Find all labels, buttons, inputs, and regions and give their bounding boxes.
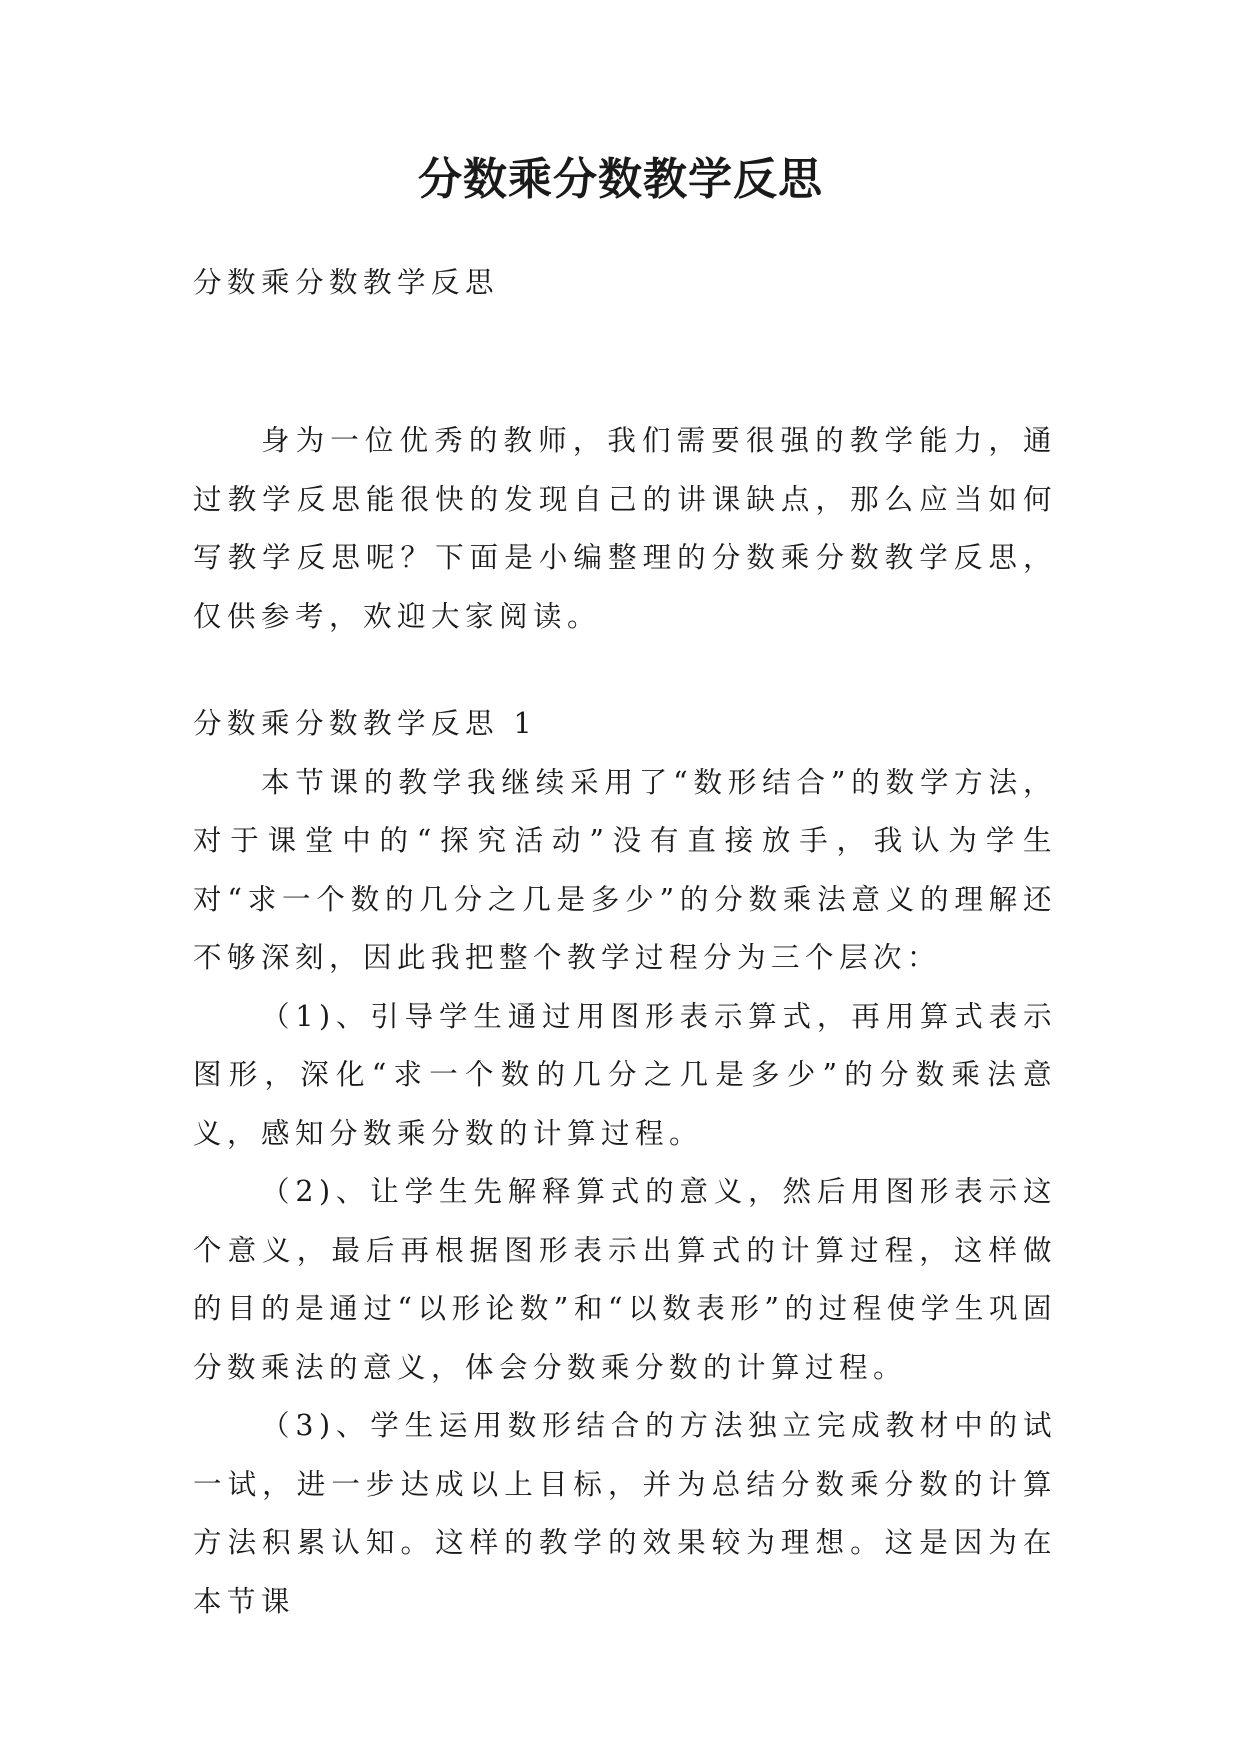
section-heading: 分数乘分数教学反思 1 xyxy=(193,707,538,740)
intro-block xyxy=(193,412,1057,646)
body-paragraph: （1)、引导学生通过用图形表示算式，再用算式表示图形，深化“求一个数的几分之几是多少”的分数乘法意义，感知分数乘分数的计算过程。 xyxy=(193,999,1057,1150)
body-paragraph: （3)、学生运用数形结合的方法独立完成教材中的试一试，进一步达成以上目标，并为总结分数乘分数的计算方法积累认知。这样的教学的效果较为理想。这是因为在本节课 xyxy=(193,1409,1057,1618)
section-1 xyxy=(193,695,1057,1631)
body-paragraph: 本节课的教学我继续采用了“数形结合”的数学方法，对于课堂中的“探究活动”没有直接放手，我认为学生对“求一个数的几分之几是多少”的分数乘法意义的理解还不够深刻，因此我把整个教学过程分为三个层次： xyxy=(193,765,1057,974)
document-subtitle: 分数乘分数教学反思 xyxy=(193,266,500,299)
document-subtitle-block xyxy=(193,254,1057,313)
body-paragraph: （2)、让学生先解释算式的意义，然后用图形表示这个意义，最后再根据图形表示出算式的计算过程，这样做的目的是通过“以形论数”和“以数表形”的过程使学生巩固分数乘法的意义，体会分数乘分数的计算过程。 xyxy=(193,1175,1057,1384)
document-title: 分数乘分数教学反思 xyxy=(418,154,823,205)
intro-paragraph: 身为一位优秀的教师，我们需要很强的教学能力，通过教学反思能很快的发现自己的讲课缺点，那么应当如何写教学反思呢？下面是小编整理的分数乘分数教学反思，仅供参考，欢迎大家阅读。 xyxy=(193,424,1057,633)
